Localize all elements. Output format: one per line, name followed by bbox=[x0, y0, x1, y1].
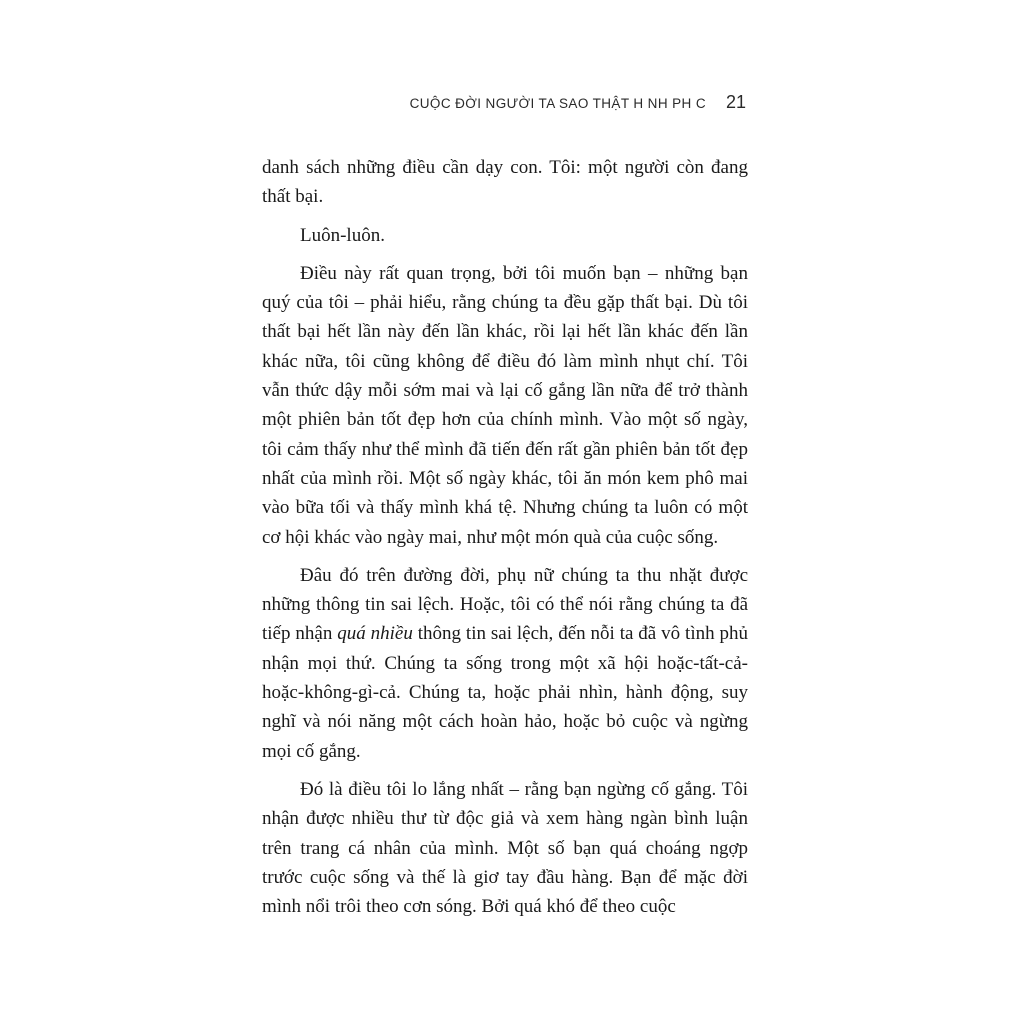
paragraph-4 bbox=[262, 561, 748, 766]
paragraph-4-emphasis: quá nhiều bbox=[337, 623, 413, 645]
paragraph-3: Điều này rất quan trọng, bởi tôi muốn bạn – những bạn quý của tôi – phải hiểu, rằng chúng ta đều gặp thất bại. Dù tôi thất bại hết lần này đến lần khác, rồi lại hết lần khác đến lần khác nữa, tôi cũng không để điều đó làm mình nhụt chí. Tôi vẫn thức dậy mỗi sớm mai và lại cố gắng lần nữa để trở thành một phiên bản tốt đẹp hơn của chính mình. Vào một số ngày, tôi cảm thấy như thể mình đã tiến đến rất gần phiên bản tốt đẹp nhất của mình rồi. Một số ngày khác, tôi ăn món kem phô mai vào bữa tối và thấy mình khá tệ. Nhưng chúng ta luôn có một cơ hội khác vào ngày mai, như một món quà của cuộc sống. bbox=[262, 262, 748, 548]
paragraph-1: danh sách những điều cần dạy con. Tôi: một người còn đang thất bại. bbox=[262, 157, 748, 208]
paragraph-4-text-after: thông tin sai lệch, đến nỗi ta đã vô tình phủ nhận mọi thứ. Chúng ta sống trong một xã hội hoặc-tất-cả-hoặc-không-gì-cả. Chúng ta, hoặc phải nhìn, hành động, suy nghĩ và nói năng một cách hoàn hảo, hoặc bỏ cuộc và ngừng mọi cố gắng. bbox=[262, 623, 748, 762]
running-header bbox=[262, 92, 746, 120]
body-text bbox=[262, 153, 748, 921]
paragraph-2: Luôn-luôn. bbox=[300, 224, 385, 246]
running-title: CUỘC ĐỜI NGƯỜI TA SAO THẬT H NH PH C bbox=[409, 96, 706, 111]
paragraph-4-text-before: Đâu đó trên đường đời, phụ nữ chúng ta thu nhặt được những thông tin sai lệch. Hoặc, tôi có thể nói rằng chúng ta đã tiếp nhận bbox=[262, 564, 748, 645]
paragraph-5: Đó là điều tôi lo lắng nhất – rằng bạn ngừng cố gắng. Tôi nhận được nhiều thư từ độc giả và xem hàng ngàn bình luận trên trang cá nhân của mình. Một số bạn quá choáng ngợp trước cuộc sống và thế là giơ tay đầu hàng. Bạn để mặc đời mình nổi trôi theo cơn sóng. Bởi quá khó để theo cuộc bbox=[262, 778, 748, 918]
page-number: 21 bbox=[725, 92, 746, 112]
